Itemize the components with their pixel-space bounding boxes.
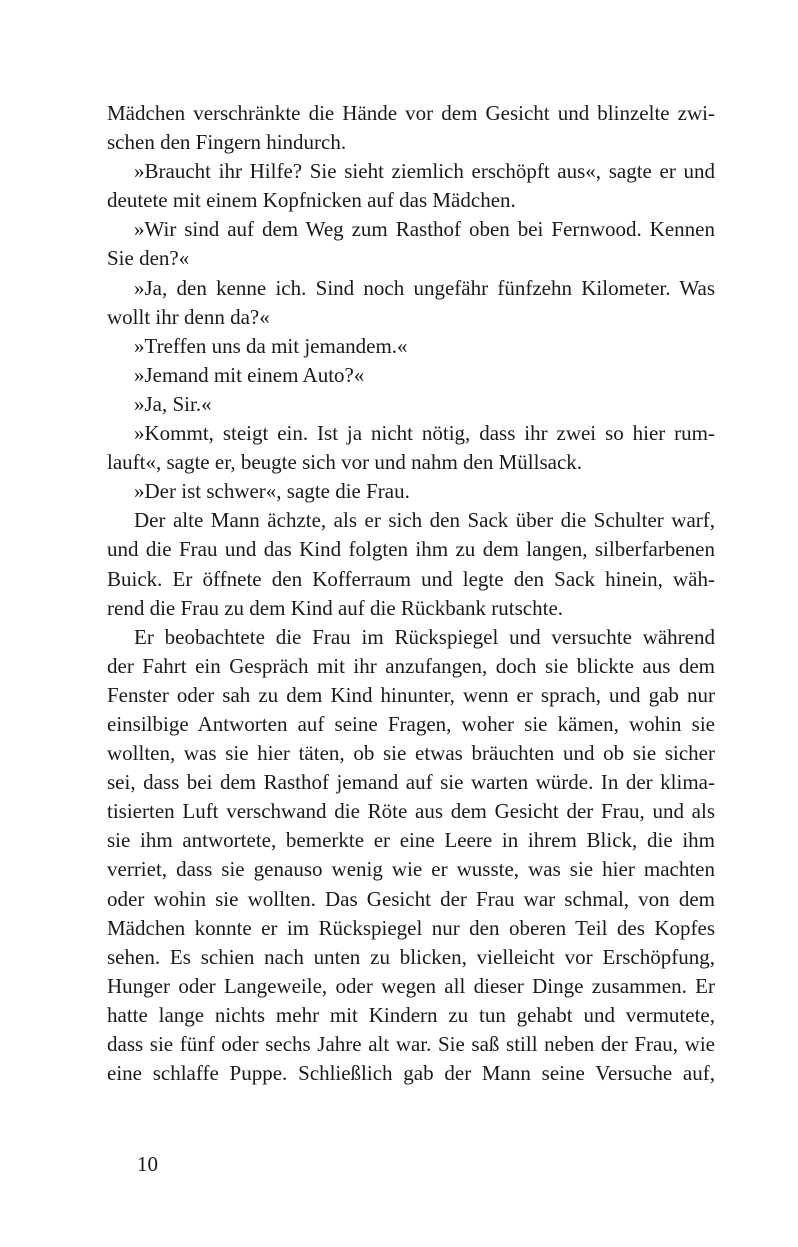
text-line: »Braucht ihr Hilfe? Sie sieht ziemlich erschöpft aus«, sagte er und: [134, 159, 715, 184]
text-line: sie ihm antwortete, bemerkte er eine Leere in ihrem Blick, die ihm: [107, 828, 715, 853]
text-line: Mädchen konnte er im Rückspiegel nur den oberen Teil des Kopfes: [107, 915, 715, 940]
text-line: tisierten Luft verschwand die Röte aus dem Gesicht der Frau, und als: [107, 799, 715, 824]
text-line: und die Frau und das Kind folgten ihm zu dem langen, silberfarbenen: [107, 537, 715, 562]
text-line: sei, dass bei dem Rasthof jemand auf sie warten würde. In der klima-: [107, 770, 715, 795]
text-line: eine schlaffe Puppe. Schließlich gab der Mann seine Versuche auf,: [107, 1061, 715, 1086]
text-line: lauft«, sagte er, beugte sich vor und nahm den Müllsack.: [107, 450, 583, 475]
text-line: Hunger oder Langeweile, oder wegen all dieser Dinge zusammen. Er: [107, 973, 715, 998]
text-line: der Fahrt ein Gespräch mit ihr anzufangen, doch sie blickte aus dem: [107, 653, 715, 678]
text-line: »Der ist schwer«, sagte die Frau.: [134, 479, 410, 504]
text-line: sehen. Es schien nach unten zu blicken, vielleicht vor Erschöpfung,: [107, 944, 715, 969]
text-line: Fenster oder sah zu dem Kind hinunter, wenn er sprach, und gab nur: [107, 682, 715, 707]
text-line: Sie den?«: [107, 246, 190, 271]
text-line: rend die Frau zu dem Kind auf die Rückbank rutschte.: [107, 595, 564, 620]
text-line: »Kommt, steigt ein. Ist ja nicht nötig, dass ihr zwei so hier rum-: [134, 421, 715, 446]
body-text: [107, 99, 715, 1088]
text-line: Mädchen verschränkte die Hände vor dem Gesicht und blinzelte zwi-: [107, 101, 715, 125]
text-line: »Treffen uns da mit jemandem.«: [134, 333, 408, 358]
text-line: oder wohin sie wollten. Das Gesicht der Frau war schmal, von dem: [107, 886, 715, 911]
text-line: wollt ihr denn da?«: [107, 304, 270, 329]
text-line: wollten, was sie hier täten, ob sie etwas bräuchten und ob sie sicher: [107, 741, 715, 766]
text-line: einsilbige Antworten auf seine Fragen, woher sie kämen, wohin sie: [107, 711, 715, 736]
text-line: schen den Fingern hindurch.: [107, 130, 347, 155]
text-line: verriet, dass sie genauso wenig wie er wusste, was sie hier machten: [107, 857, 715, 882]
text-line: deutete mit einem Kopfnicken auf das Mädchen.: [107, 188, 516, 213]
text-line: »Ja, Sir.«: [134, 391, 212, 416]
text-line: dass sie fünf oder sechs Jahre alt war. Sie saß still neben der Frau, wie: [107, 1032, 715, 1056]
text-line: Der alte Mann ächzte, als er sich den Sack über die Schulter warf,: [134, 508, 715, 533]
page-number: 10: [137, 1152, 158, 1176]
text-line: Buick. Er öffnete den Kofferraum und legte den Sack hinein, wäh-: [107, 566, 715, 591]
text-line: »Jemand mit einem Auto?«: [134, 362, 365, 387]
text-line: »Ja, den kenne ich. Sind noch ungefähr fünfzehn Kilometer. Was: [134, 275, 715, 300]
text-line: hatte lange nichts mehr mit Kindern zu tun gehabt und vermutete,: [107, 1002, 715, 1027]
text-line: Er beobachtete die Frau im Rückspiegel und versuchte während: [134, 624, 715, 649]
text-line: »Wir sind auf dem Weg zum Rasthof oben bei Fernwood. Kennen: [134, 217, 715, 242]
